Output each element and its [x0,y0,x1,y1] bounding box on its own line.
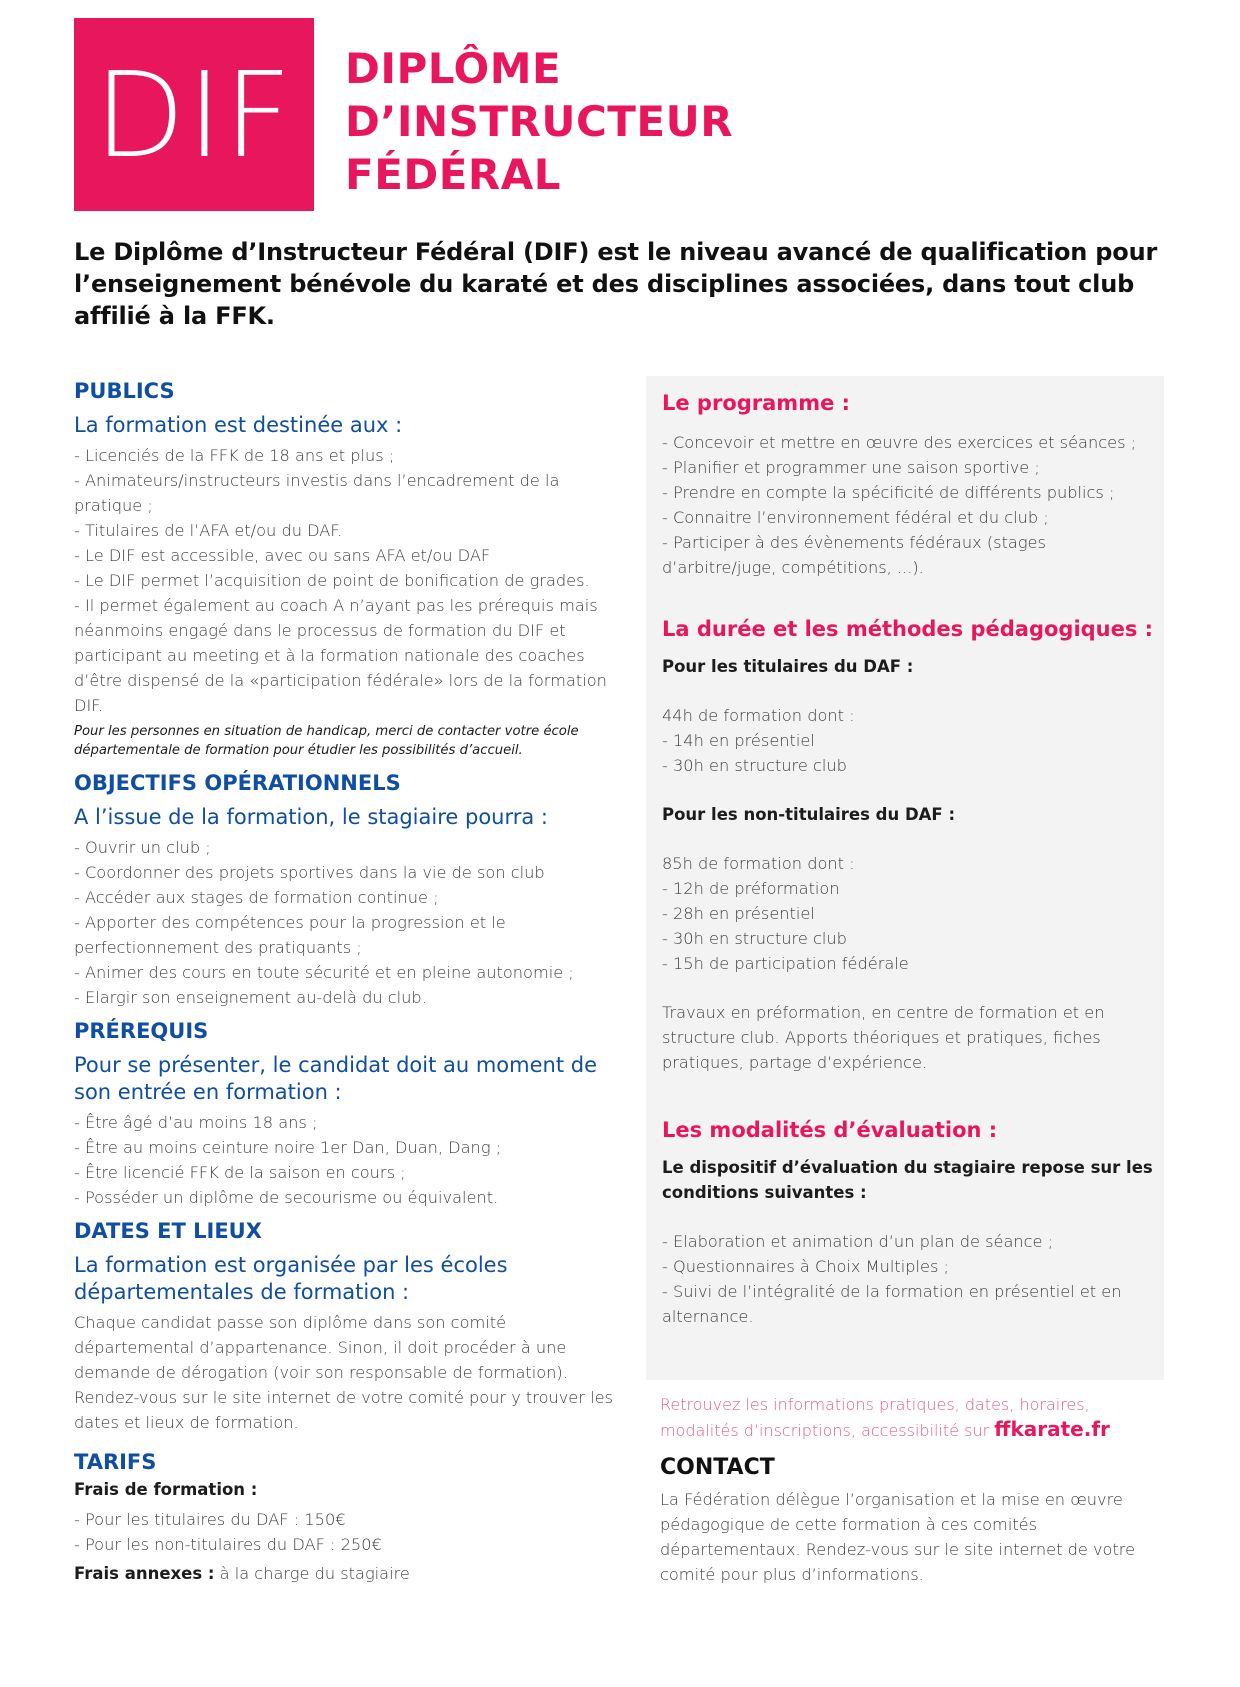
non-titulaires-label: Pour les non-titulaires du DAF : [662,805,956,824]
frais-annexes [74,1561,622,1587]
list-item: - 14h en présentiel [662,731,815,750]
evaluation-heading: Les modalités d’évaluation : [662,1118,998,1142]
right-column [662,388,1157,1329]
duree-section [662,614,1157,1075]
evaluation-lead: Le dispositif d’évaluation du stagiaire repose sur les conditions suivantes : [662,1158,1153,1202]
list-item: - Animer des cours en toute sécurité et en pleine autonomie ; [74,963,574,982]
list-item: - Licenciés de la FFK de 18 ans et plus ; [74,446,395,465]
tarif-item: - Pour les non-titulaires du DAF : 250€ [74,1535,382,1554]
objectifs-subheading: A l’issue de la formation, le stagiaire pourra : [74,805,548,829]
left-column [74,376,622,1587]
list-item: - Concevoir et mettre en œuvre des exercices et séances ; [662,433,1137,452]
tarifs-section [74,1447,622,1587]
ffkarate-link[interactable]: ffkarate.fr [994,1417,1110,1441]
list-item: - Le DIF est accessible, avec ou sans AFA et/ou DAF [74,546,491,565]
title-line-1: DIPLÔME [345,44,562,93]
dates-section [74,1216,622,1435]
list-item: - Le DIF permet l’acquisition de point de bonification de grades. [74,571,590,590]
list-item: - 30h en structure club [662,929,847,948]
list-item: - Participer à des évènements fédéraux (stages d’arbitre/juge, compétitions, ...). [662,533,1046,577]
list-item: - Elargir son enseignement au-delà du club. [74,988,427,1007]
list-item: - Elaboration et animation d’un plan de séance ; [662,1232,1054,1251]
travaux-text: Travaux en préformation, en centre de formation et en structure club. Apports théoriques et pratiques, fiches pratiques, partage d’expérience. [662,1003,1105,1072]
list-item: - Être licencié FFK de la saison en cours ; [74,1163,406,1182]
titulaires-label: Pour les titulaires du DAF : [662,657,914,676]
publics-subheading: La formation est destinée aux : [74,413,403,437]
duree-heading: La durée et les méthodes pédagogiques : [662,617,1154,641]
objectifs-heading: OBJECTIFS OPÉRATIONNELS [74,771,401,795]
title-line-2: D’INSTRUCTEUR [345,97,734,146]
list-item: - Animateurs/instructeurs investis dans l’encadrement de la pratique ; [74,471,560,515]
evaluation-section [662,1115,1157,1329]
list-item: - 28h en présentiel [662,904,815,923]
list-item: - Être âgé d’au moins 18 ans ; [74,1113,318,1132]
list-item: - Prendre en compte la spécificité de différents publics ; [662,483,1115,502]
list-item: - Planifier et programmer une saison sportive ; [662,458,1040,477]
contact-body: La Fédération délègue l’organisation et la mise en œuvre pédagogique de cette formation à ces comités départementaux. Rendez-vous sur le site internet de votre comité pour plus d’informations. [660,1490,1136,1584]
practical-info-text: Retrouvez les informations pratiques, dates, horaires, modalités d’inscriptions, accessibilité sur [660,1395,1090,1440]
logo-text: DIF [94,45,294,184]
info-footer [660,1392,1160,1587]
prerequis-subheading: Pour se présenter, le candidat doit au moment de son entrée en formation : [74,1053,598,1104]
dates-subheading: La formation est organisée par les écoles départementales de formation : [74,1253,508,1304]
list-item: - Il permet également au coach A n’ayant pas les prérequis mais néanmoins engagé dans le processus de formation du DIF et participant au meeting et à la formation nationale des coaches d’être dispensé de la «participation fédérale» lors de la formation DIF. [74,596,607,715]
publics-section [74,376,622,760]
publics-heading: PUBLICS [74,379,175,403]
dif-logo [74,18,314,211]
frais-annexes-value: à la charge du stagiaire [214,1564,410,1583]
objectifs-section [74,768,622,1010]
list-item: - Questionnaires à Choix Multiples ; [662,1257,949,1276]
programme-heading: Le programme : [662,391,851,415]
title-line-3: FÉDÉRAL [345,150,562,199]
frais-annexes-label: Frais annexes : [74,1564,215,1583]
list-item: - 30h en structure club [662,756,847,775]
list-item: - Suivi de l’intégralité de la formation en présentiel et en alternance. [662,1282,1122,1326]
dates-body: Chaque candidat passe son diplôme dans son comité départemental d’appartenance. Sinon, il doit procéder à une demande de dérogation (voir son responsable de formation). Rendez-vous sur le site internet de votre comité pour y trouver les dates et lieux de formation. [74,1313,613,1432]
list-item: - Coordonner des projets sportives dans la vie de son club [74,863,545,882]
list-item: - Apporter des compétences pour la progression et le perfectionnement des pratiquants ; [74,913,506,957]
list-item: - 12h de préformation [662,879,840,898]
list-item: - 15h de participation fédérale [662,954,909,973]
prerequis-section [74,1016,622,1210]
list-item: - Accéder aux stages de formation continue ; [74,888,439,907]
intro-paragraph: Le Diplôme d’Instructeur Fédéral (DIF) est le niveau avancé de qualification pour l’enseignement bénévole du karaté et des disciplines associées, dans tout club affilié à la FFK. [74,238,1158,330]
handicap-note: Pour les personnes en situation de handicap, merci de contacter votre école départementale de formation pour étudier les possibilités d’accueil. [74,724,579,758]
list-item: - Posséder un diplôme de secourisme ou équivalent. [74,1188,499,1207]
tarif-item: - Pour les titulaires du DAF : 150€ [74,1510,346,1529]
practical-info [660,1392,1160,1443]
contact-heading: CONTACT [660,1455,775,1480]
page-title [345,42,733,201]
dates-heading: DATES ET LIEUX [74,1219,262,1243]
titulaires-total: 44h de formation dont : [662,706,855,725]
prerequis-heading: PRÉREQUIS [74,1019,209,1043]
list-item: - Ouvrir un club ; [74,838,211,857]
list-item: - Titulaires de l’AFA et/ou du DAF. [74,521,343,540]
list-item: - Connaitre l’environnement fédéral et du club ; [662,508,1049,527]
programme-section [662,388,1157,580]
tarifs-heading: TARIFS [74,1450,157,1474]
frais-formation-label: Frais de formation : [74,1480,258,1499]
list-item: - Être au moins ceinture noire 1er Dan, Duan, Dang ; [74,1138,502,1157]
non-titulaires-total: 85h de formation dont : [662,854,855,873]
